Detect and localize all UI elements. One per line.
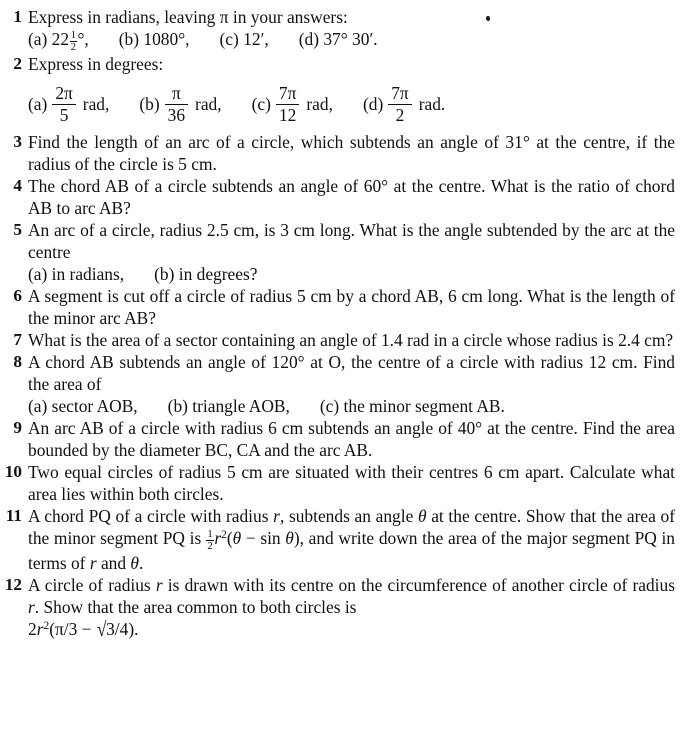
part-label: (a) bbox=[28, 94, 48, 115]
variable-r: r bbox=[273, 506, 280, 527]
fraction bbox=[388, 84, 411, 126]
part-label: (a) bbox=[28, 29, 48, 49]
exercise-body: What is the area of a sector containing an angle of 1.4 rad in a circle whose radius is 2.4 cm? bbox=[28, 330, 674, 351]
part-value: the minor segment AB. bbox=[343, 396, 505, 417]
part-value-suffix: °, bbox=[77, 29, 89, 49]
part-label: (a) bbox=[28, 264, 48, 285]
fraction-denominator: 36 bbox=[167, 104, 186, 125]
variable-r: r bbox=[28, 596, 35, 617]
part-value: 37° 30′. bbox=[323, 29, 378, 49]
variable-theta: θ bbox=[417, 506, 427, 527]
text-segment: is drawn with its centre on the circumference of another circle of radius bbox=[162, 574, 675, 595]
exercise-number: 7 bbox=[13, 330, 22, 350]
text-segment: ), bbox=[293, 528, 304, 549]
half-fraction bbox=[70, 30, 77, 53]
part-label: (d) bbox=[362, 94, 384, 115]
exercise-body: A segment is cut off a circle of radius 5 cm by a chord AB, 6 cm long. What is the length of the minor arc AB? bbox=[28, 286, 675, 329]
exercise-parts bbox=[28, 84, 675, 126]
text-segment: . bbox=[138, 552, 144, 573]
part-b bbox=[139, 84, 221, 126]
text-segment: and write down the area of the major segment PQ in terms of bbox=[28, 528, 676, 573]
part-c bbox=[320, 395, 505, 417]
part-b bbox=[119, 28, 190, 50]
text-segment: . Show that the area common to both circles is bbox=[34, 596, 357, 617]
variable-theta: θ bbox=[130, 552, 139, 573]
part-a bbox=[28, 263, 124, 285]
exercise-body bbox=[28, 574, 683, 641]
text-segment: ( bbox=[226, 528, 233, 549]
text-segment: − sin bbox=[241, 528, 286, 549]
variable-theta: θ bbox=[285, 528, 294, 549]
fraction-denominator: 2 bbox=[70, 40, 76, 53]
exercise-number: 9 bbox=[13, 418, 22, 438]
exercise-parts bbox=[28, 263, 675, 285]
exercise-number: 1 bbox=[13, 7, 22, 26]
text-segment: (π/3 − bbox=[49, 618, 96, 639]
unit-label: rad, bbox=[195, 94, 222, 115]
unit-label: rad, bbox=[306, 94, 333, 115]
exercise-body bbox=[28, 219, 683, 285]
variable-theta: θ bbox=[232, 528, 242, 549]
variable-r: r bbox=[155, 574, 163, 595]
exercise-item-4 bbox=[0, 175, 683, 219]
part-label: (c) bbox=[251, 94, 271, 115]
text-segment: and bbox=[96, 552, 131, 573]
exercise-body bbox=[28, 505, 683, 574]
exercise-body bbox=[28, 53, 683, 132]
exercise-number: 12 bbox=[4, 574, 22, 594]
part-b bbox=[154, 263, 257, 285]
part-label: (c) bbox=[219, 29, 239, 49]
part-value: in degrees? bbox=[178, 264, 258, 285]
part-d bbox=[363, 84, 445, 126]
part-c bbox=[220, 28, 269, 50]
formula-coefficient: 2 bbox=[28, 618, 37, 639]
part-label: (b) bbox=[139, 94, 160, 115]
fraction bbox=[165, 84, 188, 126]
part-label: (b) bbox=[118, 29, 140, 49]
exercise-text: An arc of a circle, radius 2.5 cm, is 3 cm long. What is the angle subtended by the arc at the centre bbox=[28, 220, 675, 263]
exercise-number: 10 bbox=[4, 462, 22, 482]
exercise-parts bbox=[28, 395, 675, 417]
part-a bbox=[28, 28, 89, 53]
variable-r: r bbox=[89, 552, 97, 573]
part-a bbox=[28, 84, 109, 126]
part-value: 12′, bbox=[243, 29, 269, 49]
unit-label: rad, bbox=[82, 94, 110, 115]
exponent: 2 bbox=[43, 620, 50, 632]
text-segment: A circle of radius bbox=[28, 574, 156, 595]
exercise-item-11 bbox=[0, 505, 683, 574]
formula-line bbox=[28, 618, 675, 641]
fraction bbox=[276, 84, 299, 126]
exponent: 2 bbox=[221, 529, 227, 542]
fraction-denominator: 2 bbox=[395, 104, 405, 125]
exercise-body: Find the length of an arc of a circle, which subtends an angle of 31° at the centre, if the radius of the circle is 5 cm. bbox=[28, 132, 675, 175]
fraction bbox=[52, 84, 75, 126]
part-b bbox=[168, 395, 290, 417]
text-segment: , subtends an angle bbox=[279, 506, 418, 527]
exercise-number: 2 bbox=[13, 53, 22, 73]
exercise-text: A chord AB subtends an angle of 120° at O, the centre of a circle with radius 12 cm. Find the area of bbox=[28, 352, 675, 395]
fraction-numerator: 7π bbox=[276, 84, 299, 105]
exercise-item-8 bbox=[0, 351, 683, 417]
exercise-body bbox=[28, 351, 683, 417]
part-a bbox=[28, 395, 138, 417]
exercise-parts bbox=[28, 28, 675, 53]
fraction-numerator: 1 bbox=[70, 28, 76, 41]
variable-r: r bbox=[214, 528, 222, 549]
exercise-body: An arc AB of a circle with radius 6 cm subtends an angle of 40° at the centre. Find the area bounded by the diameter BC, CA and the arc AB. bbox=[28, 418, 675, 461]
exercise-item-1 bbox=[0, 6, 683, 53]
fraction-denominator: 2 bbox=[207, 540, 213, 553]
fraction-numerator: 7π bbox=[388, 84, 411, 105]
variable-r: r bbox=[36, 618, 44, 639]
exercise-list bbox=[0, 6, 683, 641]
exercise-item-3 bbox=[0, 131, 683, 175]
part-d bbox=[299, 28, 378, 50]
fraction-denominator: 12 bbox=[278, 104, 297, 125]
exercise-number: 4 bbox=[13, 176, 22, 196]
exercise-item-6 bbox=[0, 285, 683, 329]
exercise-item-5 bbox=[0, 219, 683, 285]
fraction-denominator: 5 bbox=[59, 104, 69, 125]
part-label: (b) bbox=[154, 264, 175, 285]
fraction-numerator: 2π bbox=[52, 84, 75, 105]
part-label: (b) bbox=[167, 396, 188, 417]
unit-label: rad. bbox=[418, 94, 446, 115]
part-value: triangle AOB, bbox=[192, 396, 290, 417]
exercise-item-9 bbox=[0, 417, 683, 461]
exercise-number: 6 bbox=[13, 286, 22, 306]
part-label: (c) bbox=[319, 396, 340, 417]
exercise-item-7 bbox=[0, 329, 683, 351]
part-value: 1080°, bbox=[143, 29, 190, 49]
text-segment: 3/4). bbox=[106, 618, 139, 639]
exercise-number: 5 bbox=[13, 220, 22, 240]
fraction-numerator: π bbox=[165, 84, 188, 105]
exercise-body: The chord AB of a circle subtends an angle of 60° at the centre. What is the ratio of chord AB to arc AB? bbox=[28, 176, 675, 219]
exercise-text: Express in radians, leaving π in your answers: bbox=[28, 7, 348, 27]
text-segment: at the centre. Show that the area of the minor segment PQ is bbox=[28, 506, 675, 549]
half-fraction bbox=[206, 529, 213, 552]
part-c bbox=[252, 84, 333, 126]
fraction-numerator: 1 bbox=[207, 528, 213, 541]
part-value-prefix: 22 bbox=[51, 29, 70, 49]
exercise-body: Two equal circles of radius 5 cm are situated with their centres 6 cm apart. Calculate what area lies within both circles. bbox=[28, 462, 675, 505]
radical-icon: √ bbox=[96, 619, 107, 642]
part-label: (a) bbox=[28, 396, 48, 417]
exercise-number: 3 bbox=[13, 132, 22, 152]
part-label: (d) bbox=[298, 29, 319, 49]
part-value: in radians, bbox=[51, 264, 125, 285]
exercise-item-2 bbox=[0, 53, 683, 132]
exercise-text: Express in degrees: bbox=[28, 53, 164, 74]
exercise-item-10 bbox=[0, 461, 683, 505]
exercise-number: 11 bbox=[5, 506, 22, 526]
part-value: sector AOB, bbox=[51, 396, 138, 417]
exercise-item-12 bbox=[0, 574, 683, 641]
exercise-body bbox=[28, 6, 683, 53]
exercise-number: 8 bbox=[13, 352, 22, 372]
text-segment: A chord PQ of a circle with radius bbox=[28, 506, 274, 527]
